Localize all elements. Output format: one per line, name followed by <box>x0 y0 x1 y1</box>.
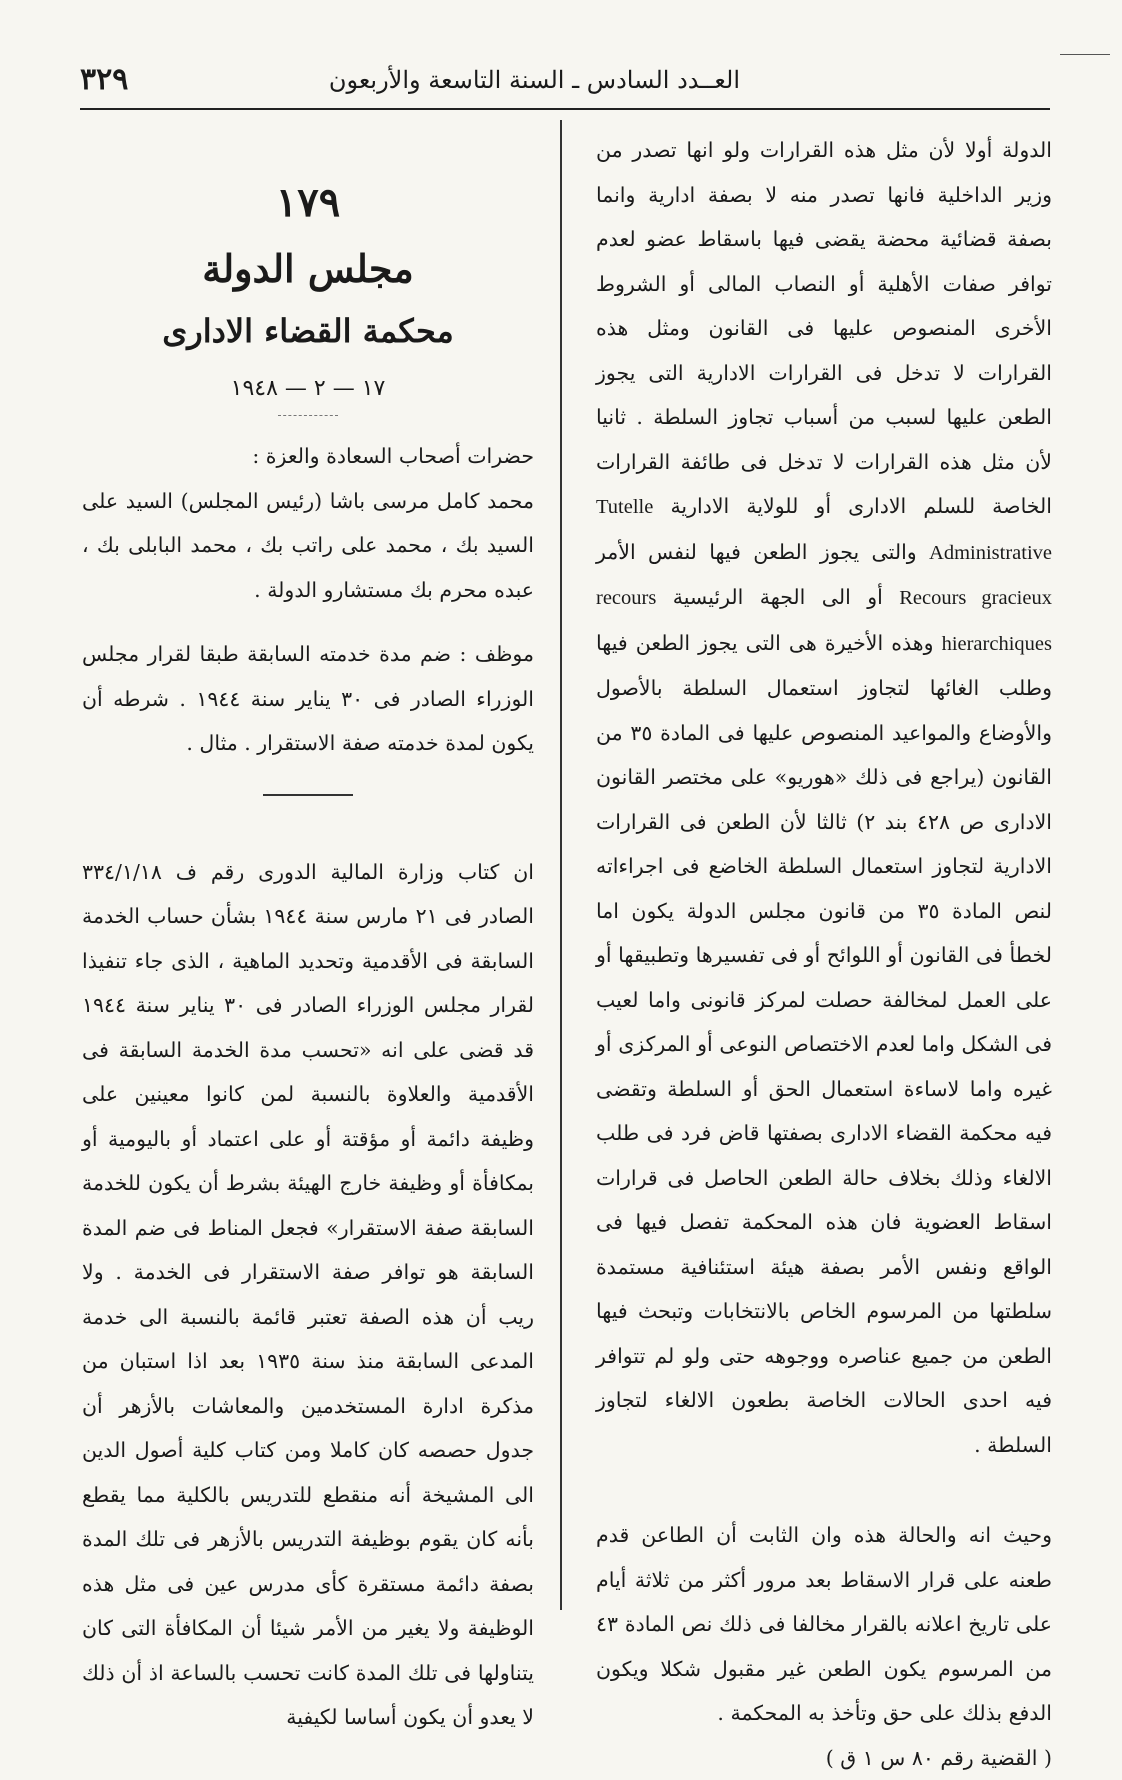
spacer <box>82 612 534 632</box>
paragraph-text: والتى يجوز الطعن فيها لنفس الأمر <box>596 540 917 564</box>
attendees-intro: حضرات أصحاب السعادة والعزة : <box>82 434 534 479</box>
attendees-list: محمد كامل مرسى باشا (رئيس المجلس) السيد على السيد بك ، محمد على راتب بك ، محمد البابلى بك ، عبده محرم بك مستشارو الدولة . <box>82 479 534 613</box>
council-heading: مجلس الدولة <box>82 237 534 301</box>
french-term: Tutelle Administrative <box>596 496 1052 564</box>
journal-issue-title: العــدد السادس ـ السنة التاسعة والأربعون <box>329 66 740 94</box>
section-separator <box>263 794 353 796</box>
judgment-body: ان كتاب وزارة المالية الدورى رقم ف ٣٣٤/١/١٨ الصادر فى ٢١ مارس سنة ١٩٤٤ بشأن حساب الخدمة السابقة فى الأقدمية وتحديد الماهية ، الذى جاء تنفيذا لقرار مجلس الوزراء الصادر فى ٣٠ يناير سنة ١٩٤٤ قد قضى على انه «تحسب مدة الخدمة السابقة فى الأقدمية والعلاوة بالنسبة لمن كانوا معينين على وظيفة دائمة أو مؤقتة أو على اعتماد أو باليومية أو بمكافأة أو وظيفة خارج الهيئة بشرط أن يكون للخدمة السابقة صفة الاستقرار» فجعل المناط فى ضم المدة السابقة هو توافر صفة الاستقرار فى الخدمة . ولا ريب أن هذه الصفة تعتبر قائمة بالنسبة الى خدمة المدعى السابقة منذ سنة ١٩٣٥ بعد اذا استبان من مذكرة ادارة المستخدمين والمعاشات بالأزهر أن جدول حصصه كان كاملا ومن كتاب كلية أصول الدين الى المشيخة أنه منقطع للتدريس بالكلية مما يقطع بأنه كان يقوم بوظيفة التدريس بالأزهر فى تلك المدة بصفة دائمة مستقرة كأى مدرس عين فى مثل هذه الوظيفة ولا يغير من الأمر شيئا أن المكافأة التى كان يتناولها فى تلك المدة كانت تحسب بالساعة اذ أن ذلك لا يعدو أن يكون أساسا لكيفية <box>82 850 534 1740</box>
headnote-summary: موظف : ضم مدة خدمته السابقة طبقا لقرار مجلس الوزراء الصادر فى ٣٠ يناير سنة ١٩٤٤ . شرطه أن يكون لمدة خدمته صفة الاستقرار . مثال . <box>82 632 534 766</box>
judgment-date: ١٧ — ٢ — ١٩٤٨ <box>82 369 534 409</box>
paragraph-text: أو الى الجهة الرئيسية <box>673 585 883 609</box>
ruling-paragraph: وحيث انه والحالة هذه وان الثابت أن الطاعن قدم طعنه على قرار الاسقاط بعد مرور أكثر من ثلاثة أيام على تاريخ اعلانه بالقرار مخالفا فى ذلك نص المادة ٤٣ من المرسوم يكون الطعن غير مقبول شكلا ويكون الدفع بذلك على حق وتأخذ به المحكمة . <box>596 1513 1052 1736</box>
column-divider <box>560 120 562 1610</box>
right-column <box>596 128 1052 1780</box>
case-number: ١٧٩ <box>82 175 534 231</box>
short-rule <box>278 415 338 416</box>
running-header <box>80 60 1050 110</box>
paragraph-text: الدولة أولا لأن مثل هذه القرارات ولو انها تصدر من وزير الداخلية فانها تصدر منه لا بصفة ادارية وانما بصفة قضائية محضة يقضى فيها باسقاط عضو لعدم توافر صفات الأهلية أو النصاب المالى أو الشروط الأخرى المنصوص عليها فى القانون ومثل هذه القرارات لا تدخل فى القرارات الادارية التى يجوز الطعن عليها لسبب من أسباب تجاوز السلطة . ثانيا لأن مثل هذه القرارات لا تدخل فى طائفة القرارات الخاصة للسلم الادارى أو للولاية الادارية <box>596 138 1052 518</box>
corner-rule <box>1060 54 1110 55</box>
french-term: Recours gracieux <box>899 587 1052 609</box>
court-heading: محكمة القضاء الادارى <box>82 301 534 361</box>
judgment-paragraph <box>596 128 1052 1467</box>
french-term: recours hierarchiques <box>596 587 1052 655</box>
page-number: ٣٢٩ <box>80 62 128 97</box>
left-column <box>82 175 534 1740</box>
spacer <box>596 1467 1052 1513</box>
paragraph-text: وهذه الأخيرة هى التى يجوز الطعن فيها وطلب الغائها لتجاوز استعمال السلطة بالأصول والأوضاع والمواعيد المنصوص عليها فى المادة ٣٥ من القانون (يراجع فى ذلك «هوريو» على مختصر القانون الادارى ص ٤٢٨ بند ٢) ثالثا لأن الطعن فى القرارات الادارية لتجاوز استعمال السلطة الخاضع فى اجراءاته لنص المادة ٣٥ من قانون مجلس الدولة يكون اما لخطأ فى القانون أو اللوائح أو فى تفسيرها وتطبيقها أو على العمل لمخالفة حصلت لمركز قانونى واما لعيب فى الشكل واما لعدم الاختصاص النوعى أو المركزى أو غيره واما لاساءة استعمال الحق أو السلطة وتقضى فيه محكمة القضاء الادارى بصفتها قاض فرد فى طلب الالغاء وذلك بخلاف حالة الطعن الحاصل فى قرارات اسقاط العضوية فان هذه المحكمة تفصل فيها فى الواقع ونفس الأمر بصفة هيئة استئنافية مستمدة سلطتها من المرسوم الخاص بالانتخابات وتبحث فيها الطعن من جميع عناصره ووجوهه حتى ولو لم تتوافر فيه احدى الحالات الخاصة بطعون الالغاء لتجاوز السلطة . <box>596 631 1052 1457</box>
case-reference: ( القضية رقم ٨٠ س ١ ق ) <box>596 1736 1052 1780</box>
